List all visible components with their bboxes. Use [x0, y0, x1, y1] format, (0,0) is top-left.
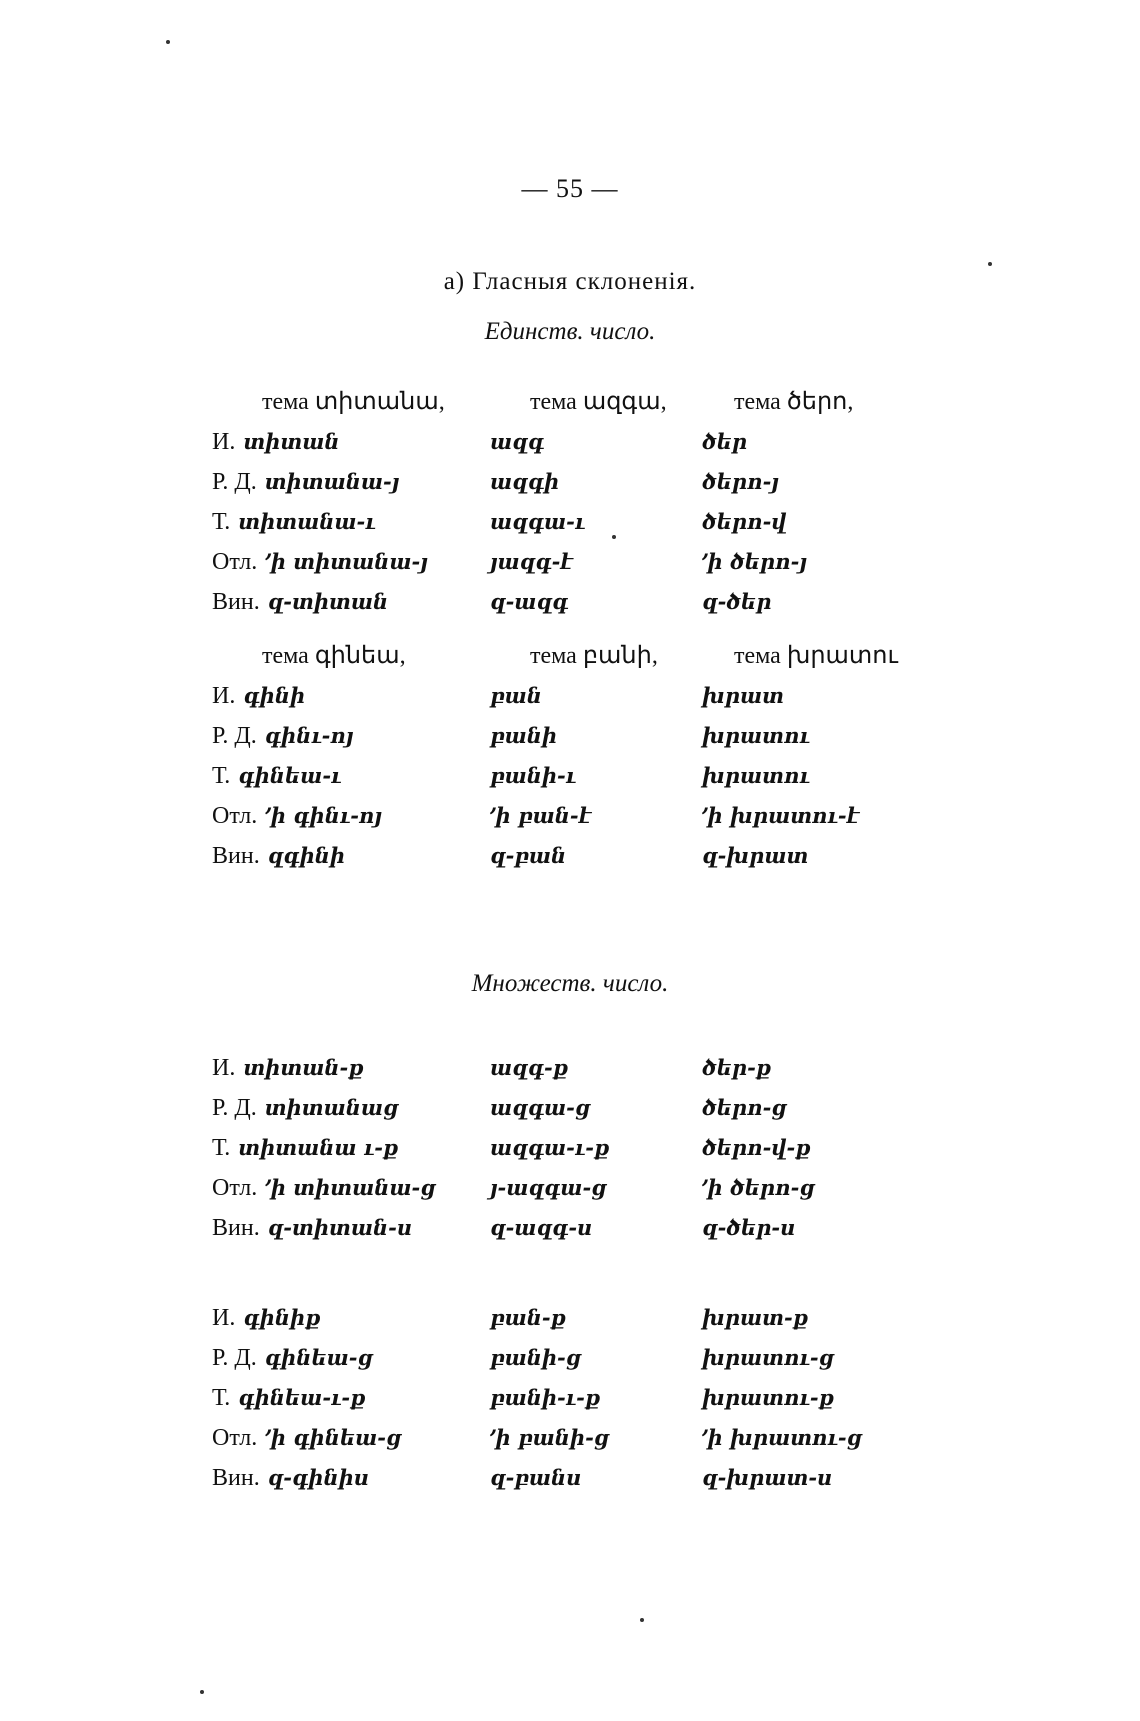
form: ՚ի ծերո-յ	[702, 549, 807, 574]
form: ՚ի գինւ-ոյ	[265, 803, 382, 828]
form: ազգի	[490, 469, 560, 494]
form: բանի-ւ-ք	[490, 1385, 601, 1410]
form: զ-բանս	[490, 1465, 582, 1490]
form: ազգա-ւ-ք	[490, 1135, 610, 1160]
stem-header: тема գինեա,	[262, 643, 406, 669]
form: զ-խրատ-ս	[702, 1465, 833, 1490]
scan-speck	[988, 262, 992, 266]
form: խրատ-ք	[702, 1305, 809, 1330]
form: խրատ	[702, 683, 785, 708]
case-label: Отл.	[212, 803, 258, 829]
form: տիտան-ք	[243, 1055, 364, 1080]
case-label: Вин.	[212, 1215, 260, 1241]
form: խրատու	[702, 723, 810, 748]
case-label: Отл.	[212, 1425, 258, 1451]
form: յազգ-է	[490, 549, 573, 574]
case-label: Р. Д.	[212, 1345, 257, 1371]
form: զ-տիտան	[267, 589, 389, 614]
stem-header: тема բանի,	[530, 643, 658, 669]
form: գինեա-ւ	[238, 763, 342, 788]
form: զ-բան	[490, 843, 567, 868]
form: ՚ի բան-է	[490, 803, 592, 828]
case-label: Р. Д.	[212, 723, 257, 749]
form: գինւ-ոյ	[264, 723, 354, 748]
form: տիտանաց	[264, 1095, 398, 1120]
stem-header: тема ազգա,	[530, 389, 667, 415]
form: ՚ի տիտանա-ց	[265, 1175, 436, 1200]
scan-speck	[200, 1690, 204, 1694]
form: ազգա-ւ	[490, 509, 586, 534]
case-label: Т.	[212, 1135, 231, 1161]
form: գինի	[243, 683, 306, 708]
case-label: Т.	[212, 509, 231, 535]
case-label: Т.	[212, 763, 231, 789]
case-label: Р. Д.	[212, 1095, 257, 1121]
form: զ-գինիս	[267, 1465, 370, 1490]
page-number: — 55 —	[521, 174, 619, 203]
form: ազգա-ց	[490, 1095, 590, 1120]
form: գինեա-ց	[264, 1345, 373, 1370]
form: զգինի	[267, 843, 346, 868]
form: տիտանա-յ	[264, 469, 400, 494]
form: յ-ազգա-ց	[490, 1175, 607, 1200]
form: տիտանա ւ-ք	[238, 1135, 399, 1160]
form: բանի-ց	[490, 1345, 581, 1370]
form: բան	[490, 683, 542, 708]
form: խրատու	[702, 763, 810, 788]
singular-heading: Единств. число.	[484, 318, 656, 345]
case-label: Т.	[212, 1385, 231, 1411]
case-label: И.	[212, 1055, 236, 1081]
stem-header: тема տիտանա,	[262, 389, 445, 415]
form: ծեր-ք	[702, 1055, 772, 1080]
form: ՚ի խրատու-ց	[702, 1425, 862, 1450]
form: ՚ի խրատու-է	[702, 803, 860, 828]
form: զ-ծեր-ս	[702, 1215, 796, 1240]
case-label: Отл.	[212, 549, 258, 575]
form: բանի	[490, 723, 558, 748]
case-label: И.	[212, 429, 236, 455]
case-label: И.	[212, 1305, 236, 1331]
form: զ-խրատ	[702, 843, 809, 868]
form: խրատու-ց	[702, 1345, 834, 1370]
scan-speck	[640, 1618, 644, 1622]
form: զ-ազգ	[490, 589, 569, 614]
scan-speck	[166, 40, 170, 44]
form: ծերո-վ	[702, 509, 787, 534]
stem-header: тема խրատու	[734, 643, 898, 669]
form: ՚ի ծերո-ց	[702, 1175, 815, 1200]
form: ծերո-յ	[702, 469, 779, 494]
case-label: И.	[212, 683, 236, 709]
case-label: Вин.	[212, 843, 260, 869]
form: գինեա-ւ-ք	[238, 1385, 366, 1410]
form: գինիք	[243, 1305, 321, 1330]
form: ՚ի գինեա-ց	[265, 1425, 401, 1450]
stem-header: тема ծերո,	[734, 389, 854, 415]
plural-heading: Множеств. число.	[471, 970, 669, 997]
form: զ-տիտան-ս	[267, 1215, 413, 1240]
form: ծերո-ց	[702, 1095, 787, 1120]
form: տիտան	[243, 429, 340, 454]
case-label: Вин.	[212, 589, 260, 615]
form: ծեր	[702, 429, 748, 454]
form: ՚ի տիտանա-յ	[265, 549, 428, 574]
form: ազգ	[490, 429, 545, 454]
scan-speck	[612, 535, 616, 539]
form: խրատու-ք	[702, 1385, 834, 1410]
form: տիտանա-ւ	[238, 509, 376, 534]
form: ծերո-վ-ք	[702, 1135, 811, 1160]
form: բանի-ւ	[490, 763, 577, 788]
section-title: а) Гласныя склоненія.	[443, 268, 697, 295]
form: ազգ-ք	[490, 1055, 569, 1080]
case-label: Р. Д.	[212, 469, 257, 495]
case-label: Отл.	[212, 1175, 258, 1201]
case-label: Вин.	[212, 1465, 260, 1491]
form: ՚ի բանի-ց	[490, 1425, 609, 1450]
form: զ-ազգ-ս	[490, 1215, 593, 1240]
form: բան-ք	[490, 1305, 566, 1330]
form: զ-ծեր	[702, 589, 772, 614]
